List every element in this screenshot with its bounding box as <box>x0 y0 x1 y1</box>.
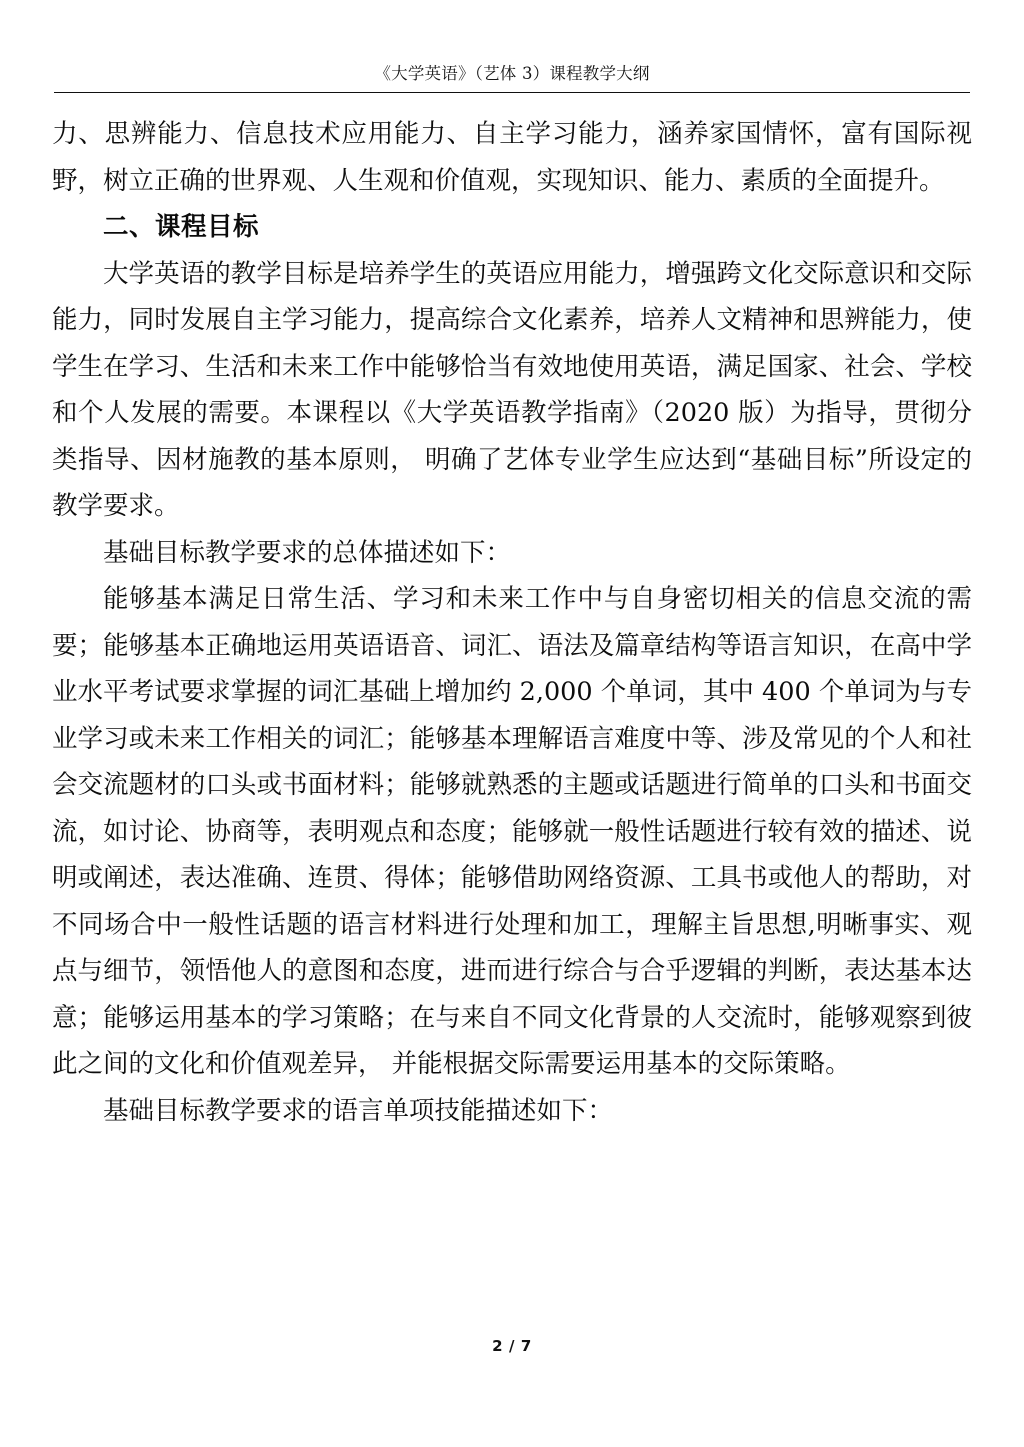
paragraph-overall-description-lead: 基础目标教学要求的总体描述如下： <box>103 537 512 568</box>
paragraph-skills-lead: 基础目标教学要求的语言单项技能描述如下： <box>103 1095 614 1126</box>
page-header: 《大学英语》（艺体 3）课程教学大纲 <box>374 64 650 83</box>
page-number: 2 / 7 <box>492 1337 532 1355</box>
paragraph-teaching-objectives: 大学英语的教学目标是培养学生的英语应用能力，增强跨文化交际意识和交际能力，同时发展自主学习能力，提高综合文化素养，培养人文精神和思辨能力，使学生在学习、生活和未来工作中能够恰当有效地使用英语，满足国家、社会、学校和个人发展的需要。本课程以《大学英语教学指南》（2020 版）为指导，贯彻分类指导、因材施教的基本原则， 明确了艺体专业学生应达到“基础目标”所设定的教学要求。 <box>52 258 972 522</box>
paragraph-continuation: 力、思辨能力、信息技术应用能力、自主学习能力，涵养家国情怀，富有国际视野，树立正确的世界观、人生观和价值观，实现知识、能力、素质的全面提升。 <box>52 119 972 196</box>
document-body <box>52 111 972 1134</box>
paragraph-overall-description: 能够基本满足日常生活、学习和未来工作中与自身密切相关的信息交流的需要；能够基本正确地运用英语语音、词汇、语法及篇章结构等语言知识，在高中学业水平考试要求掌握的词汇基础上增加约 2,000 个单词，其中 400 个单词为与专业学习或未来工作相关的词汇；能够基本理解语言难度中等、涉及常见的个人和社会交流题材的口头或书面材料；能够就熟悉的主题或话题进行简单的口头和书面交流，如讨论、协商等，表明观点和态度；能够就一般性话题进行较有效的描述、说明或阐述，表达准确、连贯、得体；能够借助网络资源、工具书或他人的帮助，对不同场合中一般性话题的语言材料进行处理和加工，理解主旨思想,明晰事实、观点与细节，领悟他人的意图和态度，进而进行综合与合乎逻辑的判断，表达基本达意；能够运用基本的学习策略；在与来自不同文化背景的人交流时，能够观察到彼此之间的文化和价值观差异， 并能根据交际需要运用基本的交际策略。 <box>52 584 972 1080</box>
section-heading-course-objectives: 二、课程目标 <box>103 212 260 243</box>
header-divider <box>54 92 970 93</box>
